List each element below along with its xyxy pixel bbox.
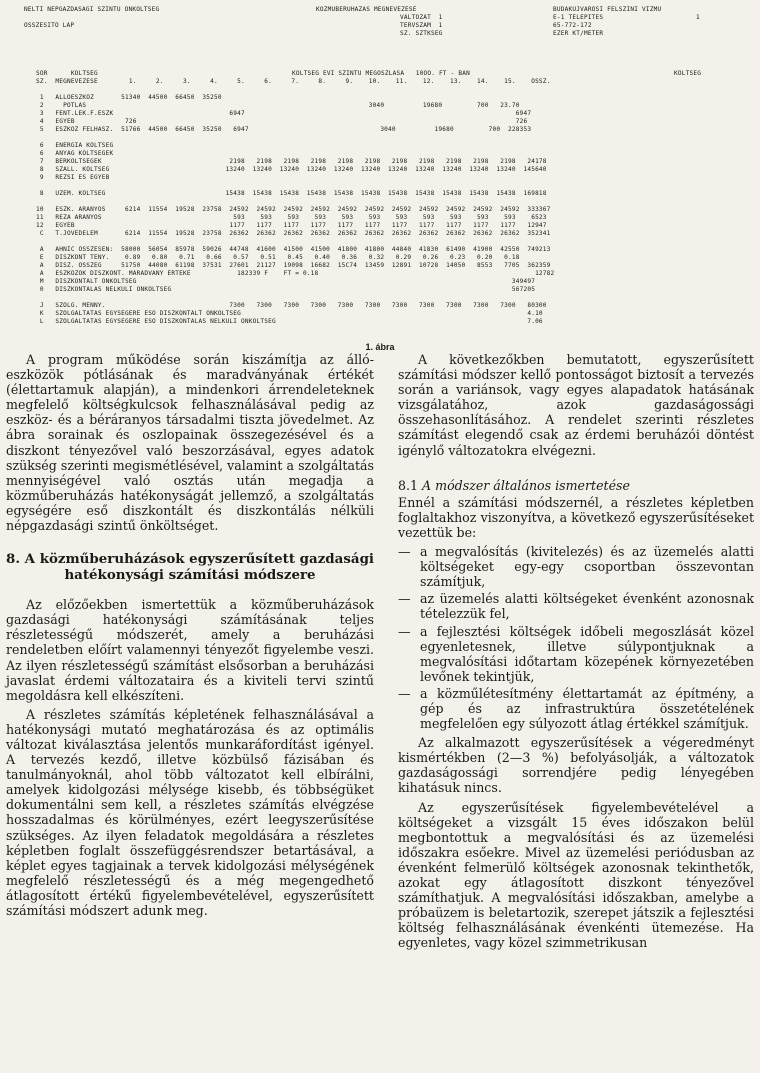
printout-line: VALTOZAT 1 <box>400 14 443 21</box>
printout-line: 6 ENERGIA KOLTSEG <box>36 142 114 149</box>
printout-line: A DISZ. OSSZEG 51750 44080 61198 37531 27601 21127 19098 16682 15C74 13459 12891 10728 14050 8553 7705 362359 <box>36 262 551 269</box>
paragraph: Az egyszerűsítések figyelembevételével a költségeket a vizsgált 15 éves időszakon belül megbontottuk a megvalósítási és az üzemelési időszakra esőekre. Mivel az üzemelési periódusban az évenként felmerülő költségek azonosnak tekinthetők, azokat egy átlagosított diszkont tényezővel számíthatjuk. A megvalósítási időszakban, amelybe a próbaüzem is beletartozik, szerepet játszik a fejlesztési költség felhasználásának évenkénti ütemezése. Ha egyenletes, vagy közel szimmetrikusan <box>398 799 754 951</box>
printout-line: 7 BERKOLTSEGEK 2198 2198 2198 2198 2198 2198 2198 2198 2198 2198 2198 24178 <box>36 158 547 165</box>
printout-line: M DISZKONTALT ONKOLTSEG 349497 <box>36 278 536 285</box>
printout-line: 6 ANYAG KOLTSEGEK <box>36 150 114 157</box>
dash-mark: — <box>398 591 411 607</box>
printout-line: EZER KT/METER <box>553 30 604 37</box>
printout-line: 12 EGYEB 1177 1177 1177 1177 1177 1177 1177 1177 1177 1177 1177 12947 <box>36 222 547 229</box>
right-text-column <box>398 352 754 950</box>
printout-line: KOLTSEG EVI SZINTU MEGOSZLASA 10OO. FT - BAN <box>292 70 470 77</box>
dash-mark: — <box>398 685 411 701</box>
printout-line: C T.JOVEDELEM 6214 11554 19528 23758 26362 26362 26362 26362 26362 26362 26362 26362 26362 26362 26362 352341 <box>36 230 551 237</box>
printout-line: 9 REZSI ES EGYEB <box>36 174 110 181</box>
dash-list <box>398 544 754 731</box>
printout-line: SOR KOLTSEG <box>36 70 98 77</box>
printout-line: SZ. MEGNEVEZESE 1. 2. 3. 4. 5. 6. 7. 8. 9. 10. 11. 12. 13. 14. 15. OSSZ. <box>36 78 551 85</box>
list-item <box>398 686 754 731</box>
left-text-column <box>6 352 374 918</box>
list-item <box>398 624 754 684</box>
printout-line: KOZMUBERUHAZAS MEGNEVEZESE <box>316 6 417 13</box>
dash-mark: — <box>398 544 411 560</box>
printout-line: 10 ESZK. ARANYOS 6214 11554 19528 23758 24592 24592 24592 24592 24592 24592 24592 24592 24592 24592 24592 333367 <box>36 206 551 213</box>
paragraph: Az előzőekben ismertettük a közműberuházások gazdasági hatékonysági számításának teljes részletességű módszerét, amely a beruházási rendeletben előírt valamennyi tényezőt figyelembe veszi. Az ilyen részletességű számítást elsősorban a beruházási javaslat érdemi változataira és a kiviteli tervi szintű megoldásra kell elkészíteni. <box>6 597 374 703</box>
printout-line: SZ. SZTKSEG <box>400 30 443 37</box>
printout-line: 8 UZEM. KOLTSEG 15438 15438 15438 15438 15438 15438 15438 15438 15438 15438 15438 169818 <box>36 190 547 197</box>
printout-line: 4 EGYEB 726 726 <box>36 118 528 125</box>
printout-line: NELTI NEPGAZDASAGI SZINTU ONKOLTSEG <box>24 6 160 13</box>
printout-line: A ESZKOZOK DISZKONT. MARADVANY ERTEKE 182339 F FT = 0.18 12782 <box>36 270 555 277</box>
computer-printout-table <box>20 4 742 338</box>
printout-line: 5 ESZKOZ FELHASZ. 51766 44500 66450 35250 6947 3040 19680 700 228353 <box>36 126 532 133</box>
figure-caption: 1. ábra <box>365 342 395 352</box>
list-item-text: az üzemelés alatti költségeket évenként azonosnak tételezzük fel, <box>420 591 754 622</box>
dash-mark: — <box>398 623 411 639</box>
subsection-number: 8.1 <box>398 477 419 493</box>
paragraph: Az alkalmazott egyszerűsítések a végeredményt kismértékben (2—3 %) befolyásolják, a változatok gazdaságossági sorrendjére pedig lényegében kihatásuk nincs. <box>398 735 754 796</box>
list-item-text: a megvalósítás (kivitelezés) és az üzemelés alatti költségeket egy-egy csoportban összevontan számítjuk, <box>420 544 754 590</box>
printout-line: TERVSZAM 1 <box>400 22 443 29</box>
printout-line: E-1 TELEPITES <box>553 14 604 21</box>
printout-line: OSSZESITO LAP <box>24 22 75 29</box>
paragraph: A következőkben bemutatott, egyszerűsített számítási módszer kellő pontosságot biztosít a tervezés során a variánsok, vagy egyes alapadatok hatásának vizsgálatához, azok gazdaságossági összehasonlításához. A rendelet szerinti részletes számítást elegendő csak az érdemi beruházói döntést igénylő változatokra elvégezni. <box>398 352 754 458</box>
printout-line: K SZOLGALTATAS EGYSEGERE ESO DISZKONTALT ONKOLTSEG 4.10 <box>36 310 543 317</box>
paragraph: A program működése során kiszámítja az álló-eszközök pótlásának és maradványának értékét (élettartamuk alapján), a mindenkori árrendeleteknek megfelelő költségkulcsok felhasználásával pedig az eszköz- és a béráranyos társadalmi tiszta jövedelmet. Az ábra sorainak és oszlopainak összegezésével és a diszkont tényezővel való beszorzásával, egyes adatok szükség szerinti megismétlésével, valamint a szolgáltatás mennyiségével való osztás után megadja a közműberuházás hatékonyságát jellemző, a szolgáltatás egységére eső diszkontált és diszkontálás nélküli népgazdasági szintű önköltséget. <box>6 352 374 534</box>
printout-line: 65-772-172 <box>553 22 592 29</box>
list-item-text: a közműlétesítmény élettartamát az építmény, a gép és az infrastruktúra összetételének megfelelően egy súlyozott átlag értékkel számítjuk. <box>420 685 754 732</box>
section-heading: 8. A közműberuházások egyszerűsített gazdasági hatékonysági számítási módszere <box>6 551 375 584</box>
printout-line: E DISZKONT TENY. 0.89 0.80 0.71 0.66 0.57 0.51 0.45 0.40 0.36 0.32 0.29 0.26 0.23 0.20 0.18 <box>36 254 520 261</box>
printout-line: KOLTSEG <box>674 70 702 77</box>
list-item <box>398 591 754 621</box>
printout-line: 1 <box>696 14 700 21</box>
list-item-text: a fejlesztési költségek időbeli megoszlását közel egyenletesnek, illetve súlypontjuknak a megvalósítási időtartam közepének környezetében levőnek tekintjük, <box>420 623 754 684</box>
paragraph: A részletes számítás képletének felhasználásával a hatékonysági mutató meghatározása és az optimális változat kiválasztása jelentős munkaráfordítást igényel. A tervezés kezdő, illetve közbülső fázisában és tanulmányoknál, ahol több változatot kell elbírálni, amelyek kidolgozási mélysége kisebb, és többségüket dokumentálni sem kell, a részletes számítás elvégzése hosszadalmas és körülményes, ezért leegyszerűsítése szükséges. Az ilyen feladatok megoldására a részletes képletben foglalt összefüggésrendszer betartásával, a képlet egyes tagjainak a tervek kidolgozási mélységének megfelelő részletességű és a még megengedhető átlagosított értékű figyelembevételével, egyszerűsített számítási módszert adunk meg. <box>6 706 374 918</box>
printout-line: J SZOLG. MENNY. 7300 7300 7300 7300 7300 7300 7300 7300 7300 7300 7300 80300 <box>36 302 547 309</box>
printout-line: A AHNIC OSSZESEN: 58000 56054 85978 59026 44748 41600 41500 41500 41800 41800 44840 41830 61490 41900 42550 749213 <box>36 246 551 253</box>
printout-line: 3 FENT.LEK.F.ESZK 6947 6947 <box>36 110 532 117</box>
printout-line: 0 DISZKONTALAS NELKULI ONKOLTSEG 567205 <box>36 286 536 293</box>
printout-line: 11 REZA ARANYOS 593 593 593 593 593 593 593 593 593 593 593 6523 <box>36 214 547 221</box>
subsection-heading <box>398 478 754 493</box>
printout-line: BUDAKUJVAROSI FELSZINI VIZMU <box>553 6 662 13</box>
paragraph: Ennél a számítási módszernél, a részletes képletben foglaltakhoz viszonyítva, a következő egyszerűsítéseket vezettük be: <box>398 494 754 540</box>
printout-line: L SZOLGALTATAS EGYSEGERE ESO DISZKONTALAS NELKULI ONKOLTSEG 7.06 <box>36 318 543 325</box>
printout-line: 1 ALLOESZKOZ 51340 44500 66450 35250 <box>36 94 222 101</box>
list-item <box>398 544 754 589</box>
printout-line: 8 SZALL. KOLTSEG 13240 13240 13240 13240 13240 13240 13240 13240 13240 13240 13240 145640 <box>36 166 547 173</box>
printout-line: 2 POTLAS 3040 19680 700 23.70 <box>36 102 520 109</box>
subsection-title: A módszer általános ismertetése <box>422 477 630 493</box>
